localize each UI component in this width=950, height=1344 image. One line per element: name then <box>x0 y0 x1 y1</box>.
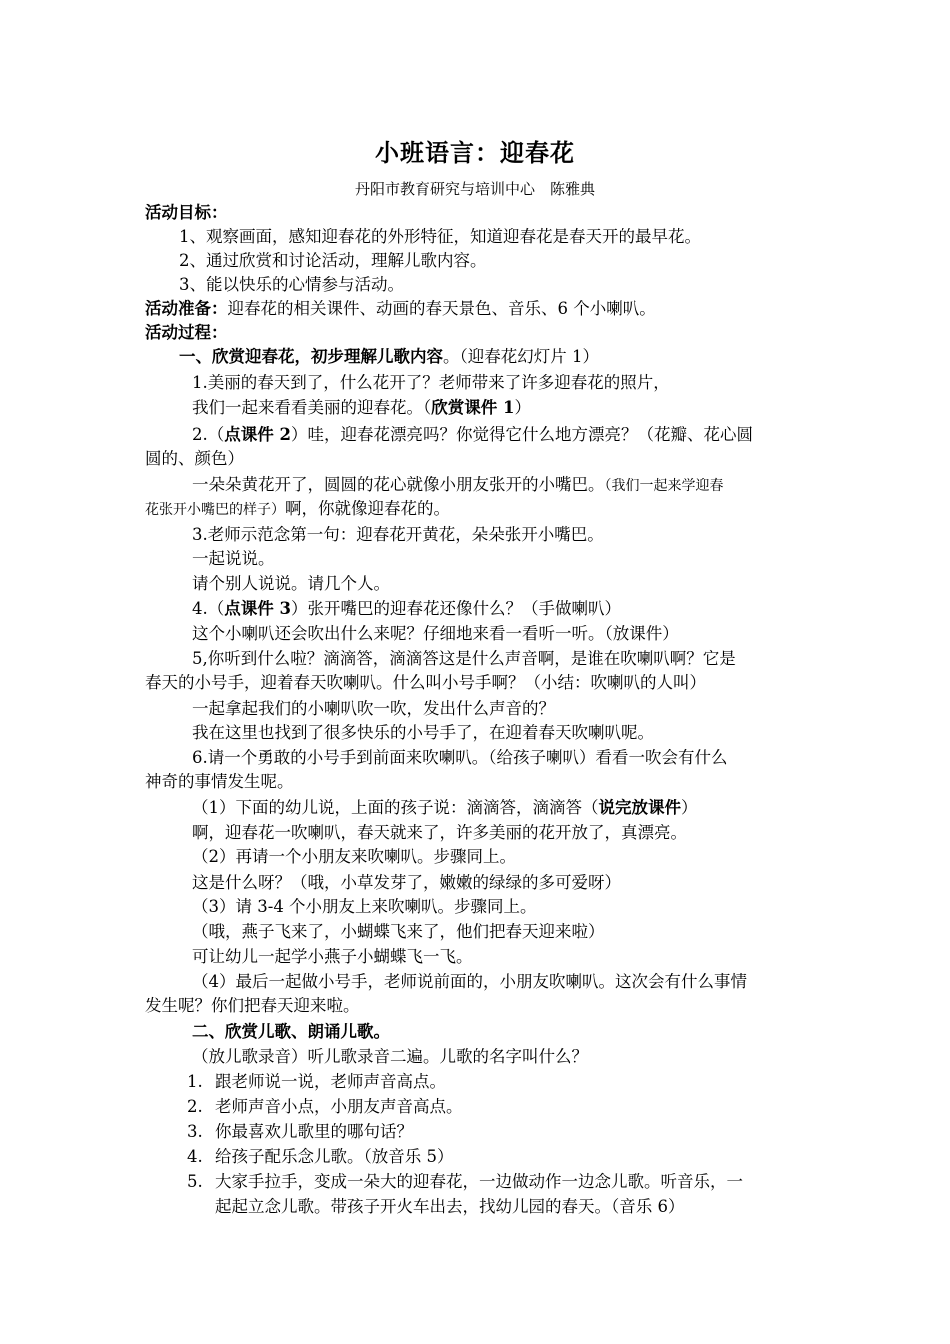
list-number: 4. <box>187 1147 203 1166</box>
paragraph <box>192 797 698 819</box>
paragraph: 啊，迎春花一吹喇叭，春天就来了，许多美丽的花开放了，真漂亮。 <box>192 823 687 842</box>
paragraph: （4）最后一起做小号手，老师说前面的，小朋友吹喇叭。这次会有什么事情 <box>192 972 747 991</box>
prep-line <box>145 298 656 320</box>
text-run: （1）下面的幼儿说，上面的孩子说：滴滴答，滴滴答（ <box>192 798 599 817</box>
section2-title: 二、欣赏儿歌、朗诵儿歌。 <box>192 1022 390 1041</box>
paragraph <box>192 474 724 497</box>
list-text: 老师声音小点，小朋友声音高点。 <box>215 1097 463 1116</box>
goal-item: 2、通过欣赏和讨论活动，理解儿歌内容。 <box>179 251 487 270</box>
goal-item: 3、能以快乐的心情参与活动。 <box>179 275 404 294</box>
section1-note: 。（迎春花幻灯片 1） <box>443 347 599 366</box>
goal-item: 1、观察画面，感知迎春花的外形特征，知道迎春花是春天开的最早花。 <box>179 227 701 246</box>
process-heading: 活动过程： <box>145 323 228 342</box>
list-text: 大家手拉手，变成一朵大的迎春花，一边做动作一边念儿歌。听音乐，一 <box>215 1172 743 1191</box>
section1-heading <box>179 346 599 368</box>
paragraph <box>192 397 531 419</box>
text-run: ） <box>681 798 698 817</box>
paragraph: 发生呢？你们把春天迎来啦。 <box>145 996 360 1015</box>
courseware-label: 点课件 2 <box>224 425 291 444</box>
paragraph <box>192 598 621 620</box>
paragraph: 可让幼儿一起学小燕子小蝴蝶飞一飞。 <box>192 947 473 966</box>
section1-title: 一、欣赏迎春花，初步理解儿歌内容 <box>179 347 443 366</box>
prep-text: 迎春花的相关课件、动画的春天景色、音乐、6 个小喇叭。 <box>227 299 656 318</box>
paragraph: （2）再请一个小朋友来吹喇叭。步骤同上。 <box>192 847 516 866</box>
paragraph: 1.美丽的春天到了，什么花开了？老师带来了许多迎春花的照片， <box>192 373 670 392</box>
courseware-label: 点课件 3 <box>224 599 291 618</box>
paragraph: 一起拿起我们的小喇叭吹一吹，发出什么声音的？ <box>192 699 555 718</box>
list-number: 3. <box>187 1122 203 1141</box>
courseware-label: 欣赏课件 1 <box>431 398 515 417</box>
text-run: 啊，你就像迎春花的。 <box>285 499 450 518</box>
list-number: 5. <box>187 1172 203 1191</box>
text-run: ） <box>514 398 531 417</box>
paragraph <box>192 424 753 446</box>
list-item <box>187 1171 743 1193</box>
paragraph: 这是什么呀？（哦，小草发芽了，嫩嫩的绿绿的多可爱呀） <box>192 873 621 892</box>
goals-heading: 活动目标： <box>145 203 228 222</box>
list-text: 跟老师说一说，老师声音高点。 <box>215 1072 446 1091</box>
paragraph: 3.老师示范念第一句：迎春花开黄花，朵朵张开小嘴巴。 <box>192 525 604 544</box>
small-note: 花张开小嘴巴的样子） <box>145 502 285 518</box>
small-note: （我们一起来学迎春 <box>604 478 724 494</box>
paragraph: 春天的小号手，迎着春天吹喇叭。什么叫小号手啊？（小结：吹喇叭的人叫） <box>145 673 706 692</box>
list-item <box>187 1146 454 1168</box>
paragraph: 6.请一个勇敢的小号手到前面来吹喇叭。（给孩子喇叭）看看一吹会有什么 <box>192 748 728 767</box>
paragraph: （3）请 3-4 个小朋友上来吹喇叭。步骤同上。 <box>192 897 537 916</box>
author-line: 丹阳市教育研究与培训中心 陈雅典 <box>354 180 595 198</box>
text-run: 2.（ <box>192 425 225 444</box>
list-number: 1. <box>187 1072 203 1091</box>
paragraph: 这个小喇叭还会吹出什么来呢？仔细地来看一看听一听。（放课件） <box>192 624 679 643</box>
prep-heading: 活动准备： <box>145 299 228 318</box>
paragraph: 神奇的事情发生呢。 <box>145 772 294 791</box>
paragraph: （放儿歌录音）听儿歌录音二遍。儿歌的名字叫什么？ <box>192 1047 588 1066</box>
paragraph: 一起说说。 <box>192 549 275 568</box>
list-item-continuation: 起起立念儿歌。带孩子开火车出去，找幼儿园的春天。（音乐 6） <box>215 1197 685 1216</box>
paragraph: 圆的、颜色） <box>145 449 244 468</box>
text-run: 我们一起来看看美丽的迎春花。（ <box>192 398 432 417</box>
list-item <box>187 1121 413 1143</box>
text-run: 一朵朵黄花开了，圆圆的花心就像小朋友张开的小嘴巴。 <box>192 475 605 494</box>
paragraph: 我在这里也找到了很多快乐的小号手了，在迎着春天吹喇叭呢。 <box>192 723 654 742</box>
list-text: 给孩子配乐念儿歌。（放音乐 5） <box>215 1147 454 1166</box>
text-run: ）张开嘴巴的迎春花还像什么？（手做喇叭） <box>290 599 621 618</box>
text-run: ）哇，迎春花漂亮吗？你觉得它什么地方漂亮？（花瓣、花心圆 <box>290 425 753 444</box>
paragraph: （哦，燕子飞来了，小蝴蝶飞来了，他们把春天迎来啦） <box>192 922 605 941</box>
list-text: 你最喜欢儿歌里的哪句话？ <box>215 1122 413 1141</box>
paragraph: 请个别人说说。请几个人。 <box>192 574 390 593</box>
list-item <box>187 1071 446 1093</box>
list-number: 2. <box>187 1097 203 1116</box>
paragraph <box>145 498 450 521</box>
text-run: 4.（ <box>192 599 225 618</box>
paragraph: 5,你听到什么啦？滴滴答，滴滴答这是什么声音啊，是谁在吹喇叭啊？它是 <box>192 649 736 668</box>
list-item <box>187 1096 463 1118</box>
document-title: 小班语言：迎春花 <box>375 138 575 167</box>
courseware-label: 说完放课件 <box>598 798 681 817</box>
